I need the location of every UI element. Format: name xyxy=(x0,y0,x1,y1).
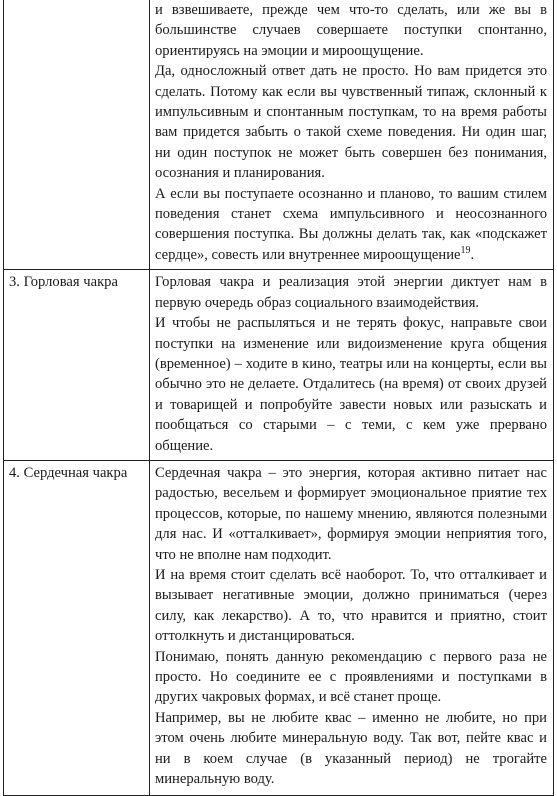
paragraph: Например, вы не любите квас – именно не любите, но при этом очень любите минеральную воду. Так вот, пейте квас и ни в коем случае (в указанный период) не трогайте минеральную воду. xyxy=(155,709,547,788)
paragraph xyxy=(155,184,547,266)
row-description xyxy=(150,0,554,270)
chakra-table xyxy=(3,0,554,796)
table-row xyxy=(4,270,554,461)
paragraph: Сердечная чакра – это энергия, которая активно питает нас радостью, весельем и формирует эмоциональное приятие тех процессов, которые, по нашему мнению, являются полезными для нас. И «отталкивает», формируя эмоции неприятия того, что не вполне нам подходит. xyxy=(155,464,547,563)
paragraph: И на время стоит сделать всё наоборот. То, что отталкивает и вызывает негативные эмоции, должно приниматься (через силу, как лекарство). А то, что нравится и приятно, стоит оттолкнуть и дистанцироваться. xyxy=(155,566,547,645)
row-label xyxy=(4,0,150,270)
paragraph: Понимаю, понять данную рекомендацию с первого раза не просто. Но соедините ее с проявлениями и поступками в других чакровых формах, и всё станет проще. xyxy=(155,648,547,706)
footnote-marker[interactable]: 19 xyxy=(460,245,471,257)
paragraph: Горловая чакра и реализация этой энергии диктует нам в первую очередь образ социального взаимодействия. xyxy=(155,274,547,311)
table-row xyxy=(4,0,554,270)
row-label: 3. Горловая чакра xyxy=(4,270,150,461)
table-row xyxy=(4,460,554,796)
paragraph: и взвешиваете, прежде чем что-то сделать, или же вы в большинстве случаев совершаете поступки спонтанно, ориентируясь на эмоции и мироощущение. xyxy=(155,2,547,59)
paragraph-end: . xyxy=(470,246,475,263)
row-description xyxy=(150,270,554,461)
paragraph-text: А если вы поступаете осознанно и планово, то вашим стилем поведения станет схема импульсивного и неосознанного совершения поступка. Вы должны делать так, как «подскажет сердце», совесть или внутреннее мироощущение xyxy=(155,185,547,263)
paragraph: Да, односложный ответ дать не просто. Но вам придется это сделать. Потому как если вы чувственный типаж, склонный к импульсивным и спонтанным поступкам, то на время работы вам придется забыть о такой схеме поведения. Ни один шаг, ни один поступок не может быть совершен без понимания, осознания и планирования. xyxy=(155,63,547,182)
row-description xyxy=(150,460,554,796)
row-label: 4. Сердечная чакра xyxy=(4,460,150,796)
paragraph: И чтобы не распыляться и не терять фокус, направьте свои поступки на изменение или видоизменение круга общения (временное) – ходите в кино, театры или на концерты, если вы обычно это не делаете. Отдалитесь (на время) от своих друзей и товарищей и попробуйте завести новых или разыскать и пообщаться со старыми – с теми, с кем уже прервано общение. xyxy=(155,315,547,454)
